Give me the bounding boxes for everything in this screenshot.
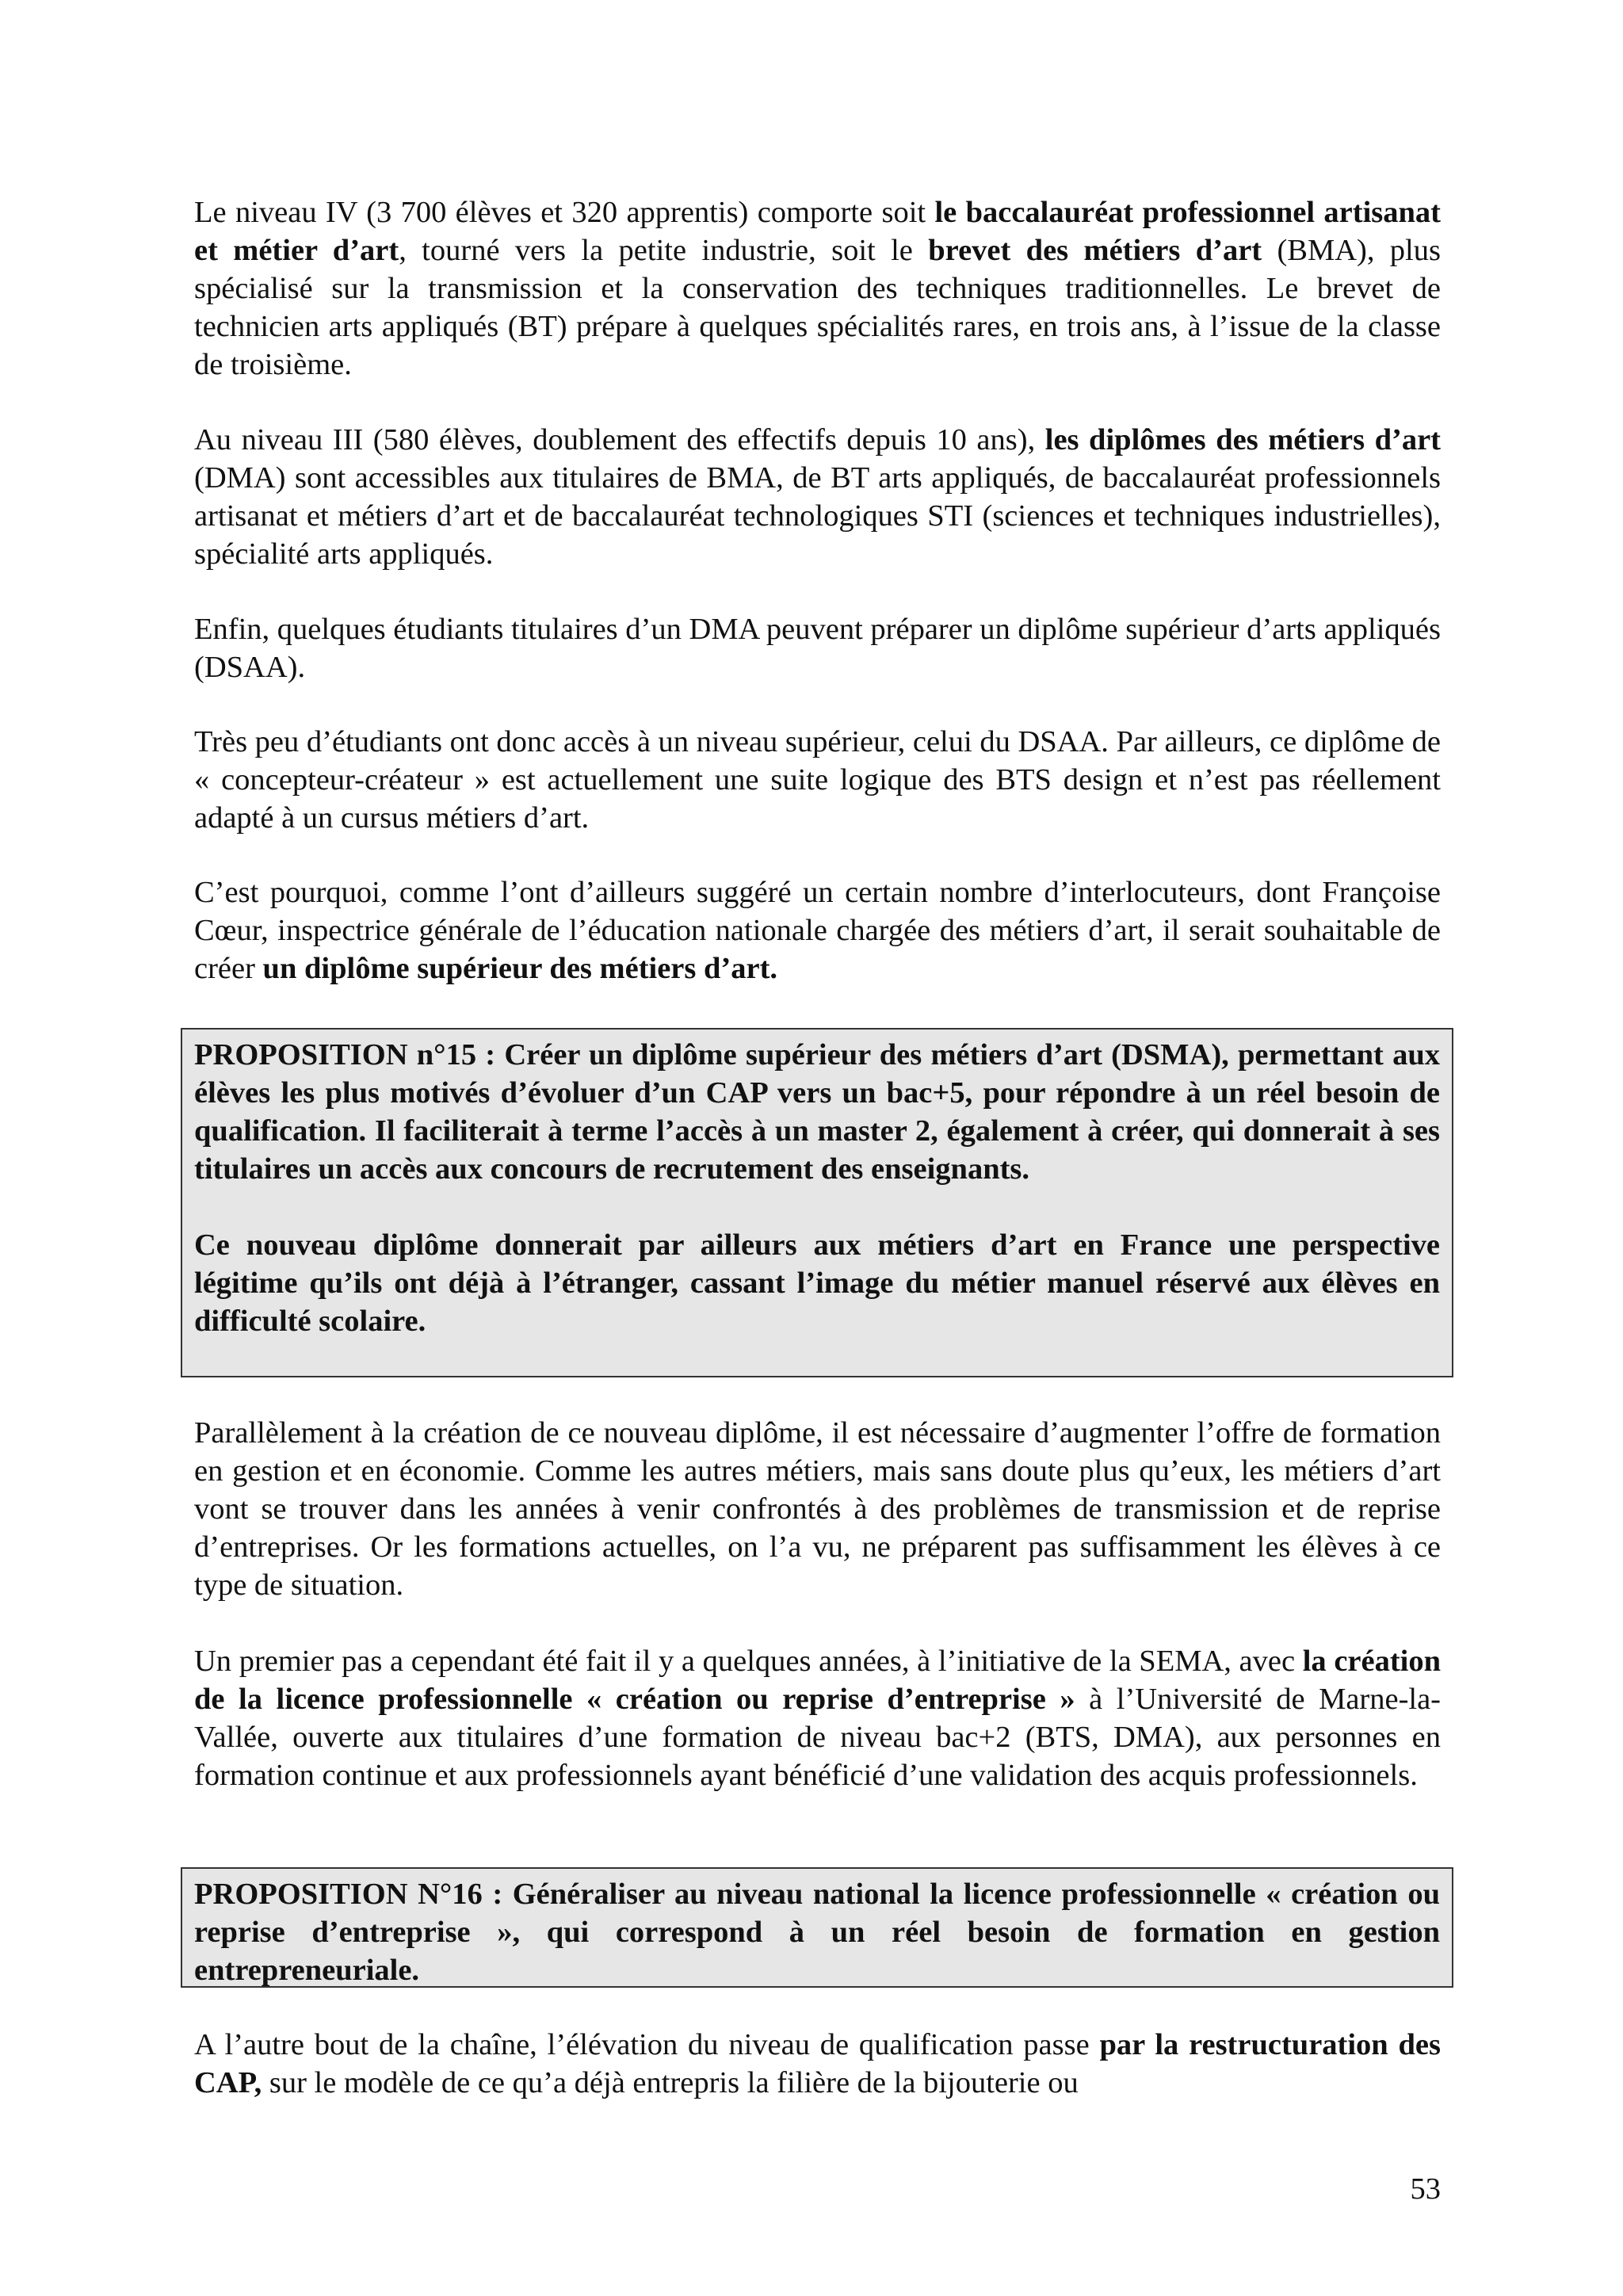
- proposition-16-text: PROPOSITION N°16 : Généraliser au niveau national la licence professionnelle « création ou reprise d’entreprise », qui correspond à un réel besoin de formation en gestion entrepreneuriale.: [194, 1878, 1440, 1987]
- text-run: (BMA), plus spécialisé sur la transmission et la conservation des techniques traditionnelles. Le brevet de technicien arts appliqués (BT) prépare à quelques spécialités rares, en trois ans, à l’issue de la classe de troisième.: [194, 234, 1441, 381]
- bold-run: le baccalauréat professionnel artisanat et métier d’art: [194, 196, 1441, 267]
- text-run: Un premier pas a cependant été fait il y a quelques années, à l’initiative de la SEMA, avec: [194, 1645, 1303, 1678]
- paragraph-niveau-iv: [194, 193, 1441, 384]
- bold-run: un diplôme supérieur des métiers d’art.: [262, 952, 778, 985]
- paragraph-niveau-iii: [194, 421, 1441, 573]
- text-run: , tourné vers la petite industrie, soit le: [399, 234, 929, 267]
- paragraph-acces-superieur: Très peu d’étudiants ont donc accès à un niveau supérieur, celui du DSAA. Par ailleurs, ce diplôme de « concepteur-créateur » est actuellement une suite logique des BTS design et n’est pas réellement adapté à un cursus métiers d’art.: [194, 725, 1441, 835]
- page-number: 53: [1410, 2172, 1441, 2206]
- text-run: C’est pourquoi, comme l’ont d’ailleurs suggéré un certain nombre d’interlocuteurs, dont Françoise Cœur, inspectrice générale de l’éducation nationale chargée des métiers d’art, il serait souhaitable de créer: [194, 876, 1441, 985]
- bold-run: brevet des métiers d’art: [928, 234, 1262, 267]
- bold-run: la création de la licence professionnelle « création ou reprise d’entreprise »: [194, 1645, 1442, 1716]
- proposition-15-text: PROPOSITION n°15 : Créer un diplôme supérieur des métiers d’art (DSMA), permettant aux élèves les plus motivés d’évoluer d’un CAP vers un bac+5, pour répondre à un réel besoin de qualification. Il faciliterait à terme l’accès à un master 2, également à créer, qui donnerait à ses titulaires un accès aux concours de recrutement des enseignants.: [194, 1038, 1440, 1186]
- proposition-16-box: [181, 1867, 1453, 1988]
- text-run: sur le modèle de ce qu’a déjà entrepris la filière de la bijouterie ou: [262, 2066, 1079, 2099]
- text-run: à l’Université de Marne-la-Vallée, ouverte aux titulaires d’une formation de niveau bac+2 (BTS, DMA), aux personnes en formation continue et aux professionnels ayant bénéficié d’une validation des acquis professionnels.: [194, 1683, 1441, 1792]
- paragraph-dsaa: Enfin, quelques étudiants titulaires d’un DMA peuvent préparer un diplôme supérieur d’arts appliqués (DSAA).: [194, 613, 1441, 684]
- bold-run: les diplômes des métiers d’art: [1044, 423, 1441, 457]
- paragraph-licence-professionnelle: [194, 1642, 1441, 1794]
- text-run: A l’autre bout de la chaîne, l’élévation du niveau de qualification passe: [194, 2028, 1100, 2061]
- bold-run: par la restructuration des CAP,: [194, 2028, 1441, 2099]
- paragraph-restructuration-cap: [194, 2026, 1441, 2102]
- text-run: Le niveau IV (3 700 élèves et 320 apprentis) comporte soit: [194, 196, 935, 229]
- proposition-15-box: [181, 1028, 1453, 1377]
- text-run: (DMA) sont accessibles aux titulaires de BMA, de BT arts appliqués, de baccalauréat professionnels artisanat et métiers d’art et de baccalauréat technologiques STI (sciences et techniques industrielles), spécialité arts appliqués.: [194, 461, 1441, 571]
- paragraph-diplome-superieur: [194, 873, 1441, 988]
- paragraph-offre-formation: Parallèlement à la création de ce nouveau diplôme, il est nécessaire d’augmenter l’offre de formation en gestion et en économie. Comme les autres métiers, mais sans doute plus qu’eux, les métiers d’art vont se trouver dans les années à venir confrontés à des problèmes de transmission et de reprise d’entreprises. Or les formations actuelles, on l’a vu, ne préparent pas suffisamment les élèves à ce type de situation.: [194, 1416, 1441, 1602]
- text-run: Au niveau III (580 élèves, doublement des effectifs depuis 10 ans),: [194, 423, 1045, 457]
- proposition-15-text-continued: Ce nouveau diplôme donnerait par ailleurs aux métiers d’art en France une perspective légitime qu’ils ont déjà à l’étranger, cassant l’image du métier manuel réservé aux élèves en difficulté scolaire.: [194, 1228, 1440, 1338]
